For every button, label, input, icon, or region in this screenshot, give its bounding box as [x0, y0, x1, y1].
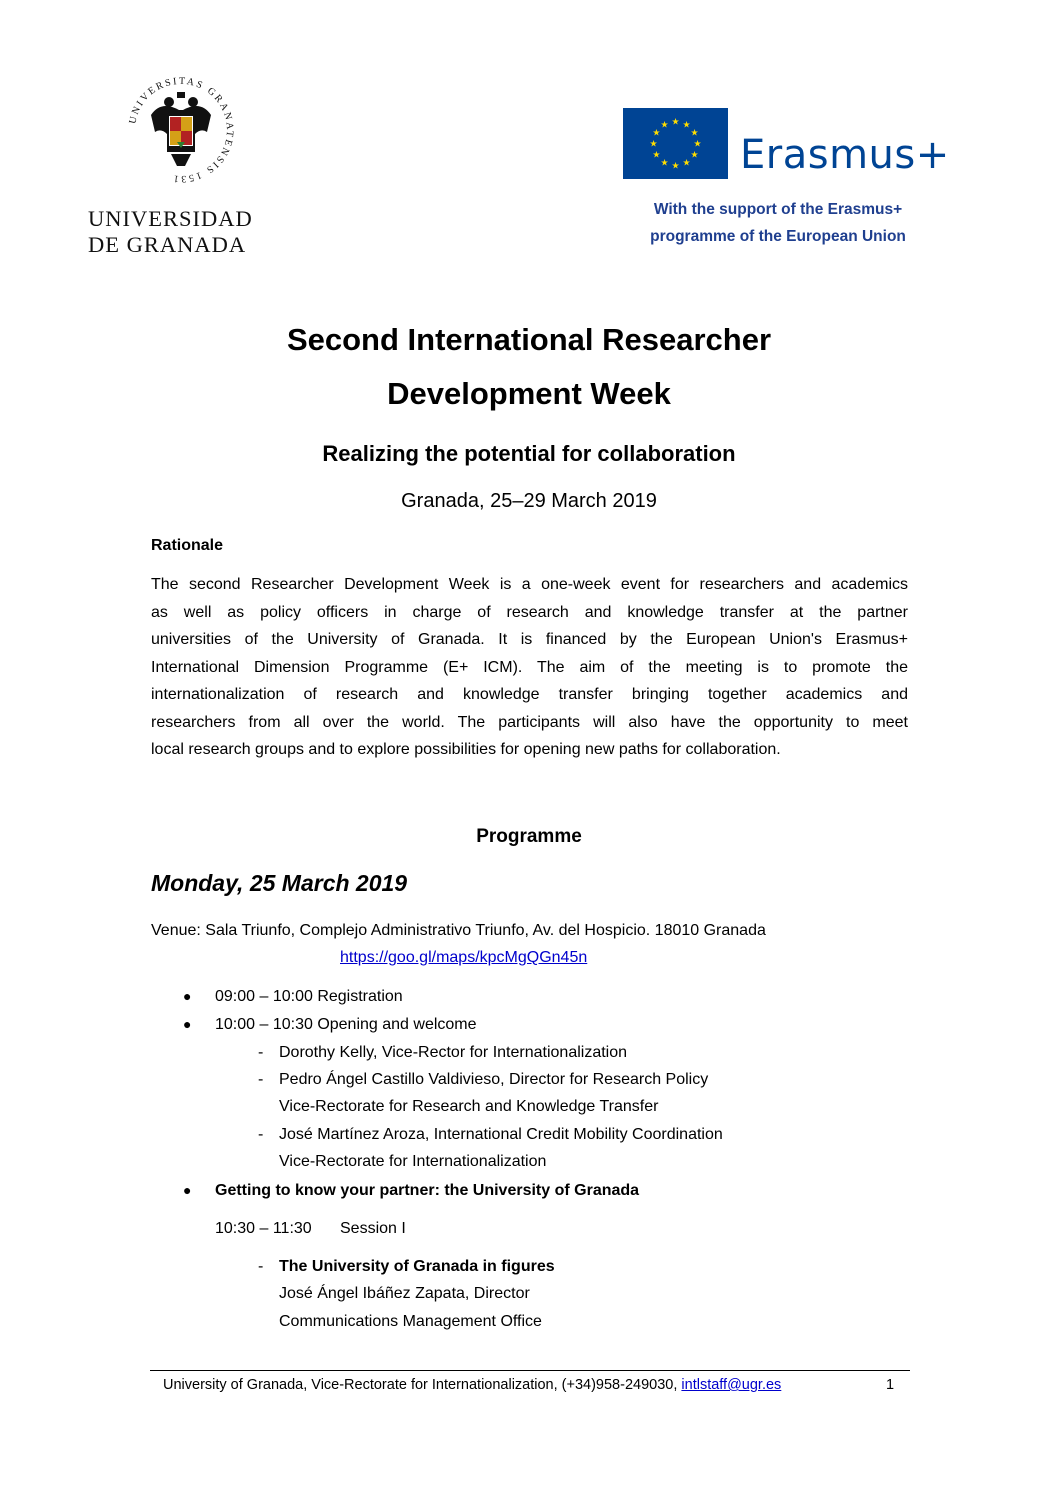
eu-star-icon: ★	[660, 157, 669, 168]
bullet-icon: ●	[183, 1182, 192, 1198]
schedule-item: 09:00 – 10:00 Registration	[215, 988, 403, 1005]
rationale-line: local research groups and to explore possibilities for opening new paths for collaboration.	[151, 741, 781, 758]
seal-text: UNIVERSITAS GRANATENSIS 1531	[127, 75, 236, 185]
venue-text: Venue: Sala Triunfo, Complejo Administrativo Triunfo, Av. del Hospicio. 18010 Granada	[151, 922, 766, 939]
rationale-line: internationalization of research and knowledge transfer bringing together academics and	[151, 686, 908, 703]
partner-heading: Getting to know your partner: the University of Granada	[215, 1182, 640, 1199]
rationale-heading: Rationale	[151, 537, 224, 554]
eu-star-icon: ★	[652, 149, 661, 160]
programme-heading: Programme	[476, 826, 582, 847]
university-name-line1: UNIVERSIDAD	[88, 206, 253, 231]
support-line-1: With the support of the Erasmus+	[653, 201, 903, 218]
eu-star-icon: ★	[682, 157, 691, 168]
footer	[163, 1377, 781, 1393]
speaker-line: José Martínez Aroza, International Credit Mobility Coordination	[279, 1126, 723, 1143]
eu-star-icon: ★	[671, 116, 680, 127]
speaker-line: Vice-Rectorate for Research and Knowledge Transfer	[279, 1098, 659, 1115]
page-title-line1: Second International Researcher	[286, 322, 772, 357]
page-subtitle: Realizing the potential for collaboration	[322, 441, 736, 466]
eu-star-icon: ★	[649, 138, 658, 149]
speaker-line: Pedro Ángel Castillo Valdivieso, Director for Research Policy	[279, 1071, 709, 1088]
erasmus-logo-text: Erasmus+	[740, 132, 950, 178]
university-logo	[88, 70, 274, 256]
rationale-line: as well as policy officers in charge of research and knowledge transfer at the partner	[151, 604, 908, 621]
eu-star-icon: ★	[682, 119, 691, 130]
dash-icon: -	[258, 1044, 264, 1061]
footer-divider	[150, 1370, 910, 1371]
eu-star-icon: ★	[693, 138, 702, 149]
schedule-item: 10:00 – 10:30 Opening and welcome	[215, 1016, 477, 1033]
footer-email-link[interactable]: intlstaff@ugr.es	[681, 1377, 782, 1393]
rationale-line: The second Researcher Development Week is a one-week event for researchers and academics	[151, 576, 908, 593]
session-name: Session I	[340, 1220, 406, 1237]
bullet-icon: ●	[183, 1016, 192, 1032]
support-line-2: programme of the European Union	[650, 228, 906, 245]
talk-office: Communications Management Office	[279, 1313, 542, 1330]
rationale-line: researchers from all over the world. The participants will also have the opportunity to meet	[151, 714, 908, 731]
eu-star-icon: ★	[690, 149, 699, 160]
eu-star-icon: ★	[690, 127, 699, 138]
speaker-line: Vice-Rectorate for Internationalization	[279, 1153, 547, 1170]
dash-icon: -	[258, 1258, 264, 1275]
page-title-line2: Development Week	[387, 376, 671, 411]
day-heading: Monday, 25 March 2019	[151, 870, 408, 896]
dash-icon: -	[258, 1071, 264, 1088]
university-name-line2: DE GRANADA	[88, 232, 247, 257]
rationale-line: universities of the University of Granada. It is financed by the European Union's Erasmus+	[151, 631, 908, 648]
event-dates: Granada, 25–29 March 2019	[401, 490, 657, 512]
talk-speaker: José Ángel Ibáñez Zapata, Director	[279, 1285, 530, 1302]
session-time: 10:30 – 11:30	[215, 1220, 312, 1237]
footer-text: University of Granada, Vice-Rectorate for Internationalization, (+34)958-249030,	[163, 1377, 678, 1393]
bullet-icon: ●	[183, 988, 192, 1004]
venue-map-link[interactable]: https://goo.gl/maps/kpcMgQGn45n	[340, 949, 588, 966]
talk-title: The University of Granada in figures	[279, 1258, 555, 1275]
speaker-line: Dorothy Kelly, Vice-Rector for Internationalization	[279, 1044, 628, 1061]
dash-icon: -	[258, 1126, 264, 1143]
page-number: 1	[886, 1377, 895, 1393]
eu-flag-icon	[623, 108, 728, 179]
eu-star-icon: ★	[652, 127, 661, 138]
eu-star-icon: ★	[660, 119, 669, 130]
eu-star-icon: ★	[671, 160, 680, 171]
university-seal-icon	[121, 70, 241, 190]
rationale-line: International Dimension Programme (E+ ICM). The aim of the meeting is to promote the	[151, 659, 908, 676]
